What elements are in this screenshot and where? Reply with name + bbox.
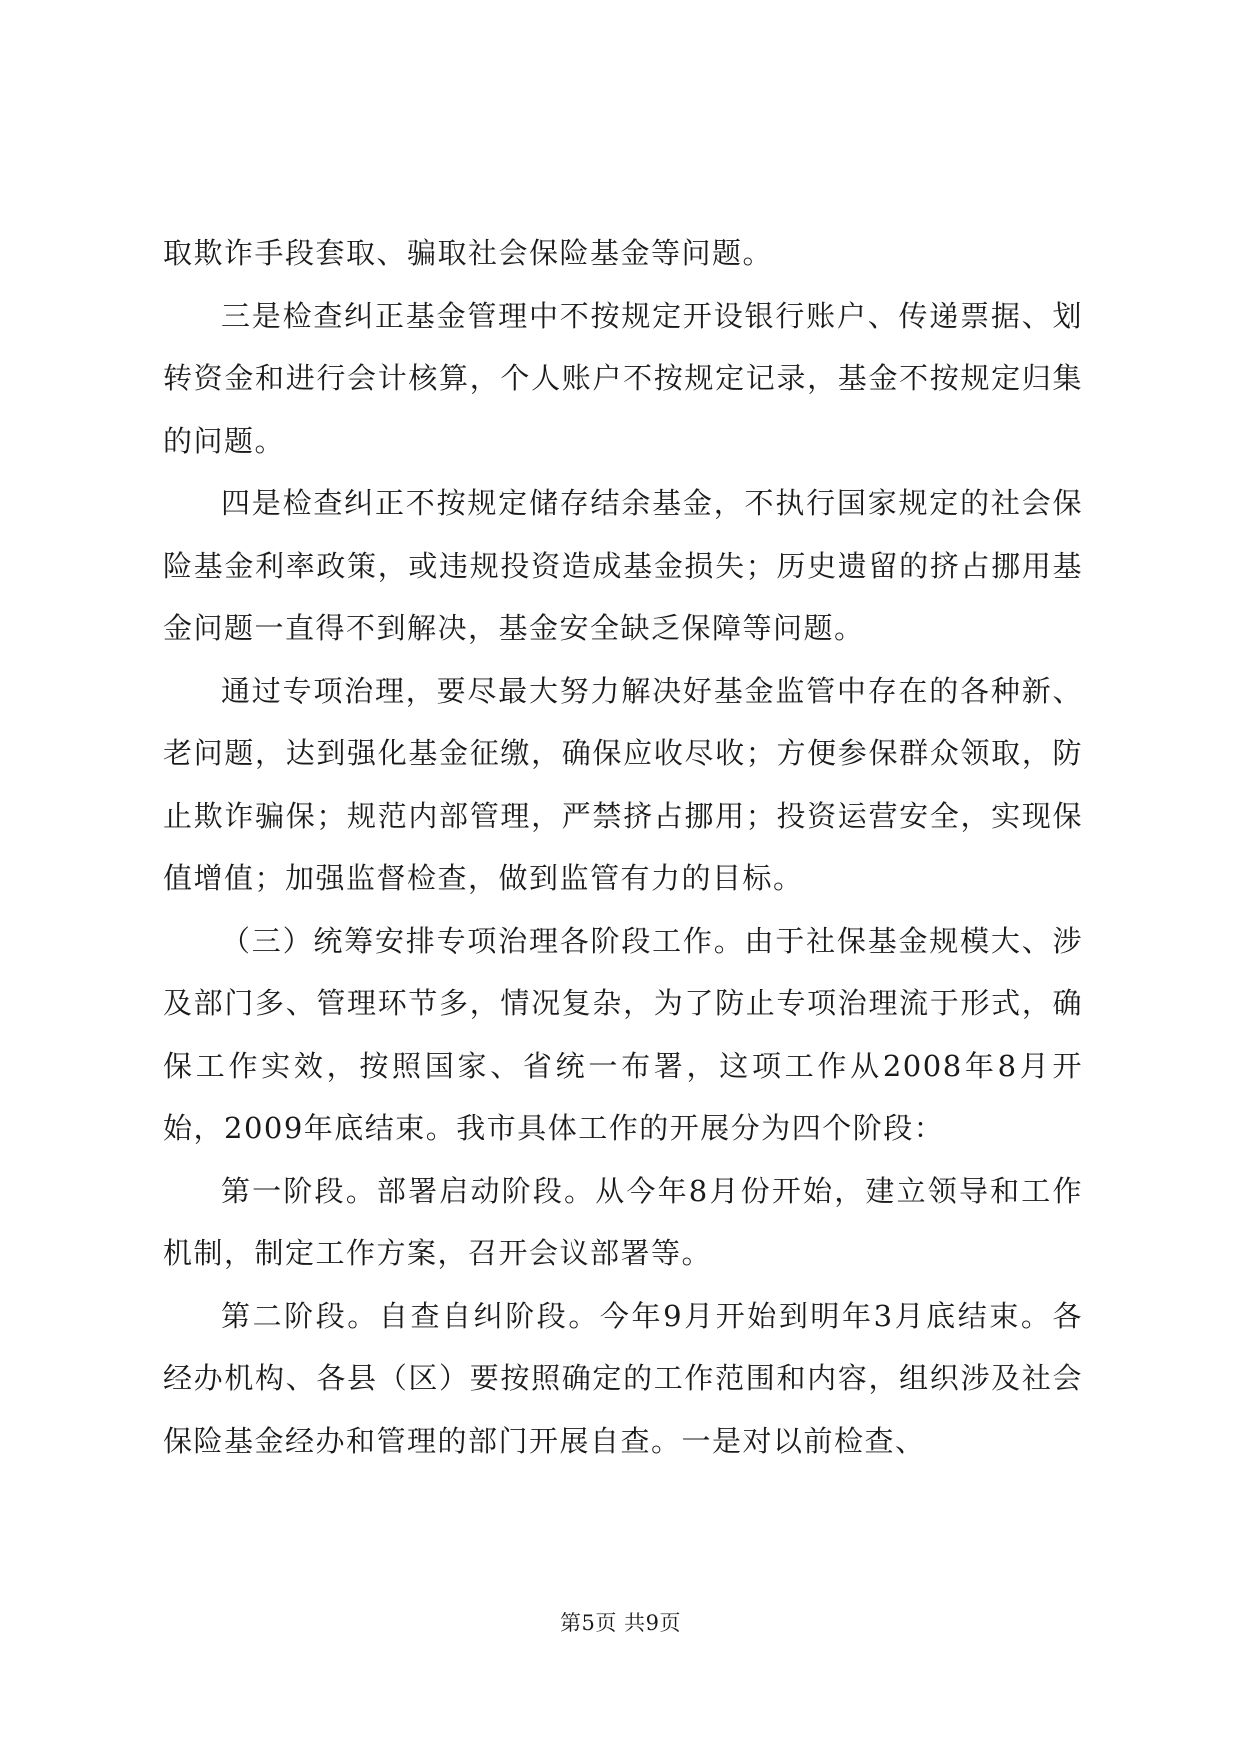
page-number-footer: 第5页 共9页	[560, 1611, 681, 1635]
paragraph-stage-two: 第二阶段。自查自纠阶段。今年9月开始到明年3月底结束。各经办机构、各县（区）要按照确定的工作范围和内容，组织涉及社会保险基金经办和管理的部门开展自查。一是对以前检查、	[163, 1298, 1083, 1458]
paragraph-stage-one: 第一阶段。部署启动阶段。从今年8月份开始，建立领导和工作机制，制定工作方案，召开会议部署等。	[163, 1173, 1083, 1270]
paragraph-item-three: 三是检查纠正基金管理中不按规定开设银行账户、传递票据、划转资金和进行会计核算，个人账户不按规定记录，基金不按规定归集的问题。	[163, 298, 1083, 458]
paragraph-item-four: 四是检查纠正不按规定储存结余基金，不执行国家规定的社会保险基金利率政策，或违规投资造成基金损失；历史遗留的挤占挪用基金问题一直得不到解决，基金安全缺乏保障等问题。	[163, 486, 1083, 645]
paragraph-governance-goals: 通过专项治理，要尽最大努力解决好基金监管中存在的各种新、老问题，达到强化基金征缴，确保应收尽收；方便参保群众领取，防止欺诈骗保；规范内部管理，严禁挤占挪用；投资运营安全，实现保值增值；加强监督检查，做到监管有力的目标。	[163, 673, 1083, 895]
document-body	[163, 222, 1083, 1472]
paragraph-section-three: （三）统筹安排专项治理各阶段工作。由于社保基金规模大、涉及部门多、管理环节多，情况复杂，为了防止专项治理流于形式，确保工作实效，按照国家、省统一布署，这项工作从2008年8月开始，2009年底结束。我市具体工作的开展分为四个阶段：	[163, 923, 1083, 1145]
paragraph-continuation: 取欺诈手段套取、骗取社会保险基金等问题。	[163, 236, 774, 270]
